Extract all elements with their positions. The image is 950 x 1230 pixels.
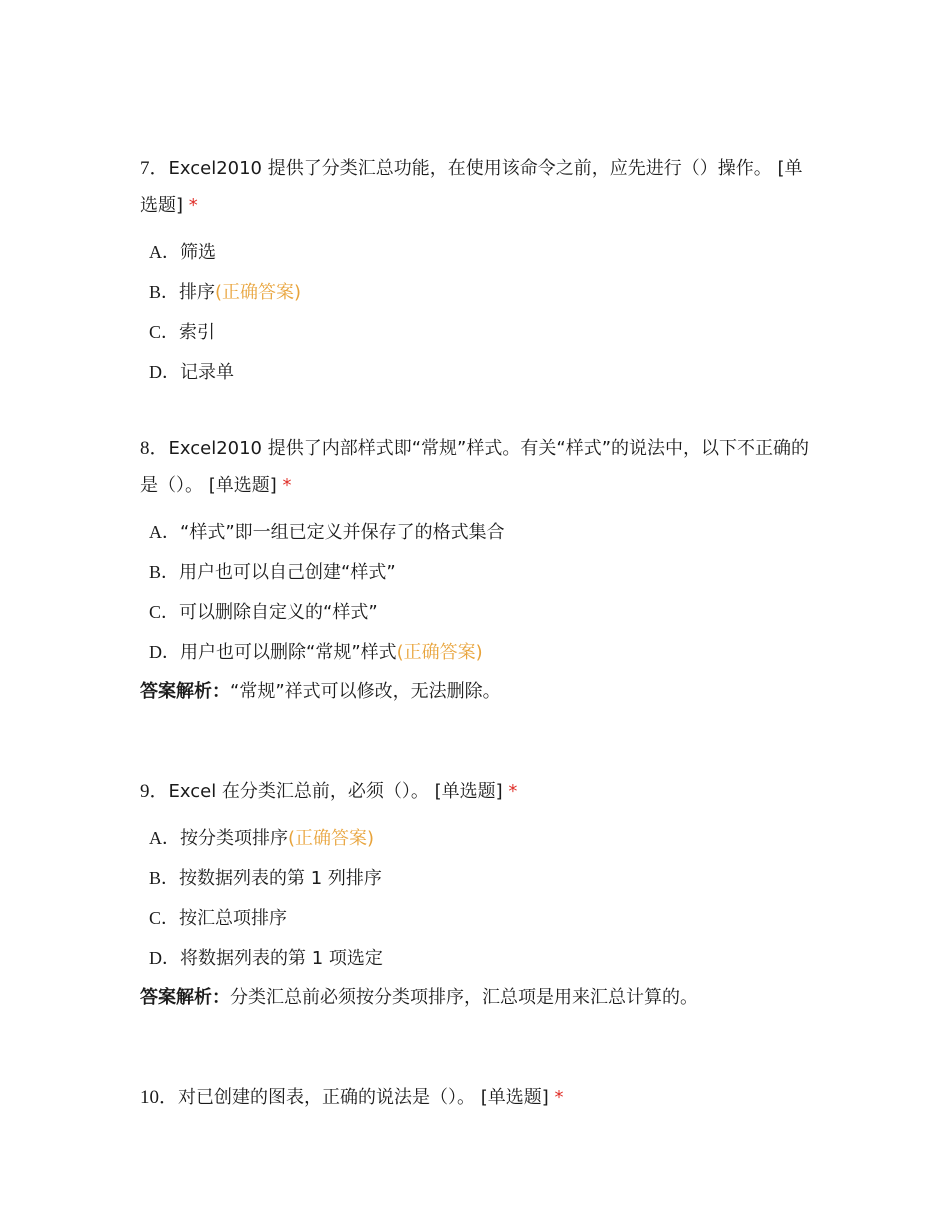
question-7	[140, 150, 820, 224]
option-a[interactable]: A．按分类项排序(正确答案)	[149, 828, 375, 849]
required-star: *	[282, 475, 292, 496]
analysis-label: 答案解析：	[140, 987, 230, 1008]
answer-analysis: 答案解析：“常规”祥式可以修改，无法删除。	[140, 681, 501, 702]
question-text: 9．Excel 在分类汇总前，必须（）。 [单选题] *	[140, 781, 518, 802]
question-number: 9．	[140, 781, 169, 802]
option-d[interactable]: D．将数据列表的第 1 项选定	[149, 948, 383, 969]
correct-answer-tag: (正确答案)	[396, 642, 483, 663]
required-star: *	[188, 195, 198, 216]
option-c[interactable]: C．索引	[149, 322, 216, 343]
option-d[interactable]: D．用户也可以删除“常规”样式(正确答案)	[149, 642, 483, 663]
option-b[interactable]: B．用户也可以自己创建“样式”	[149, 562, 396, 583]
question-text: 7．Excel2010 提供了分类汇总功能，在使用该命令之前，应先进行（）操作。 [单 选题] *	[140, 158, 803, 216]
question-text: 8．Excel2010 提供了内部样式即“常规”样式。有关“样式”的说法中，以下不正确的 是（）。 [单选题] *	[140, 438, 810, 496]
question-number: 10．	[140, 1087, 179, 1108]
option-b[interactable]: B．按数据列表的第 1 列排序	[149, 868, 382, 889]
required-star: *	[554, 1087, 564, 1108]
correct-answer-tag: (正确答案)	[288, 828, 375, 849]
question-8	[140, 430, 820, 504]
option-c[interactable]: C．可以删除自定义的“样式”	[149, 602, 378, 623]
analysis-label: 答案解析：	[140, 681, 230, 702]
question-10	[140, 1079, 820, 1116]
question-9	[140, 773, 820, 810]
required-star: *	[508, 781, 518, 802]
option-d[interactable]: D．记录单	[149, 362, 234, 383]
option-a[interactable]: A．筛选	[149, 242, 216, 263]
question-text: 10．对已创建的图表，正确的说法是（）。 [单选题] *	[140, 1087, 564, 1108]
question-number: 7．	[140, 158, 169, 179]
option-a[interactable]: A．“样式”即一组已定义并保存了的格式集合	[149, 522, 505, 543]
option-c[interactable]: C．按汇总项排序	[149, 908, 288, 929]
option-b[interactable]: B．排序(正确答案)	[149, 282, 302, 303]
answer-analysis: 答案解析：分类汇总前必须按分类项排序，汇总项是用来汇总计算的。	[140, 987, 698, 1008]
question-number: 8．	[140, 438, 169, 459]
correct-answer-tag: (正确答案)	[215, 282, 302, 303]
